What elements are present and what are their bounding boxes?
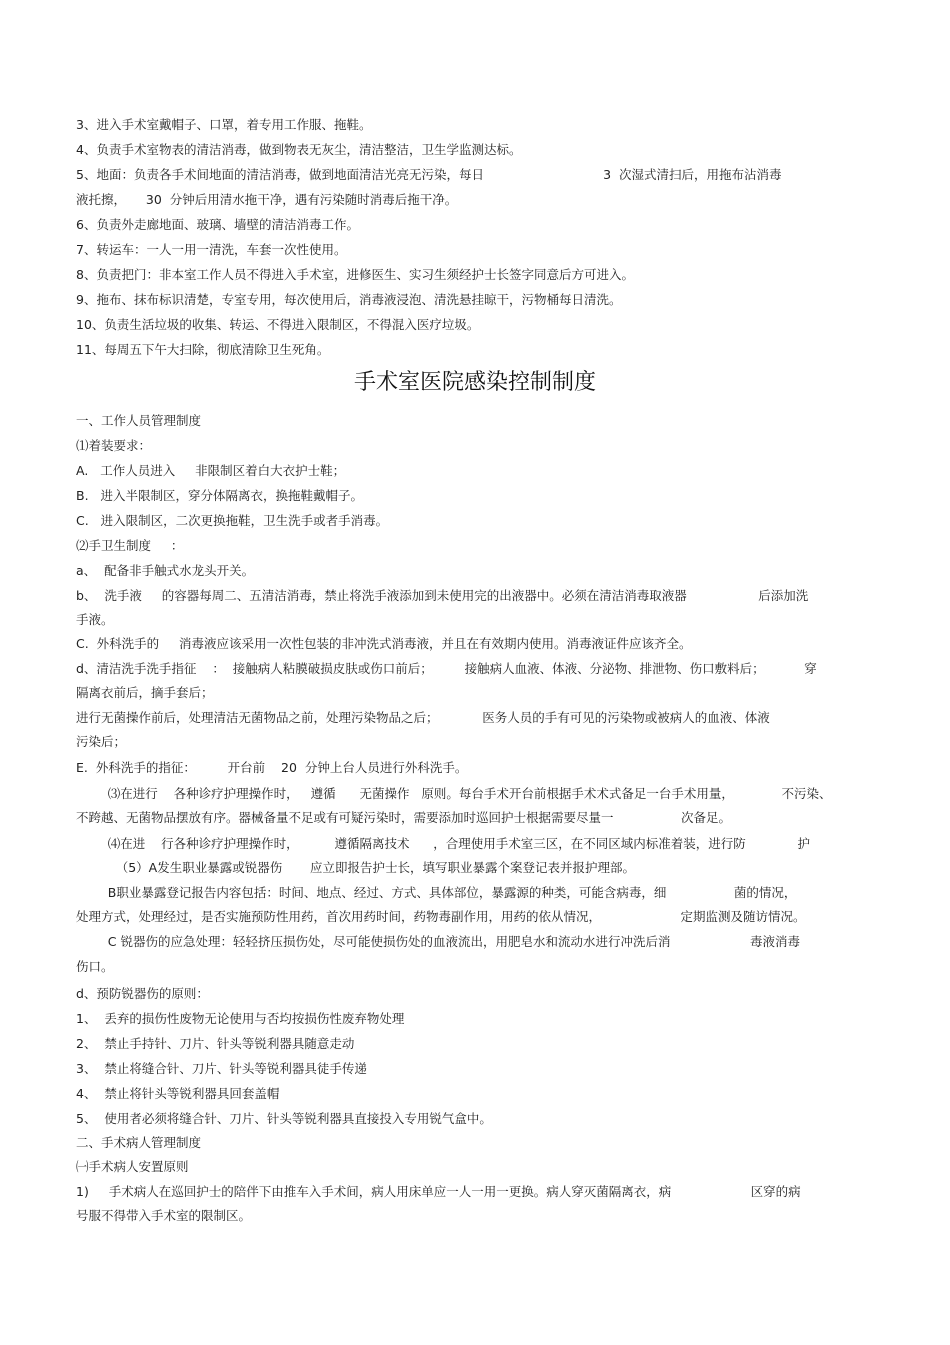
list-item: 2、 禁止手持针、刀片、针头等锐利器具随意走动 [76, 1036, 355, 1051]
body-line: B. 进入半限制区，穿分体隔离衣，换拖鞋戴帽子。 [76, 488, 363, 503]
body-line: C. 外科洗手的 消毒液应该采用一次性包装的非冲洗式消毒液，并且在有效期内使用。消毒液证件应该齐全。 [76, 636, 692, 651]
list-item: 1、 丢弃的损伤性废物无论使用与否均按损伤性废弃物处理 [76, 1011, 405, 1026]
body-line: 1) 手术病人在巡回护士的陪伴下由推车入手术间，病人用床单应一人一用一更换。病人穿灭菌隔离衣，病 区穿的病 [76, 1184, 801, 1199]
body-line: 不跨越、无菌物品摆放有序。器械备量不足或有可疑污染时，需要添加时巡回护士根据需要尽量一 次备足。 [76, 810, 732, 825]
body-line: A. 工作人员进入 非限制区着白大衣护士鞋； [76, 463, 346, 478]
body-line: b、 洗手液 的容器每周二、五清洁消毒，禁止将洗手液添加到未使用完的出液器中。必须在清洁消毒取液器 后添加洗 [76, 588, 809, 603]
intro-item: 8、负责把门：非本室工作人员不得进入手术室，进修医生、实习生须经护士长签字同意后方可进入。 [76, 267, 634, 282]
section-heading: 二、手术病人管理制度 [76, 1135, 202, 1150]
body-line: C 锐器伤的应急处理：轻轻挤压损伤处，尽可能使损伤处的血液流出，用肥皂水和流动水进行冲洗后消 毒液消毒 [76, 934, 800, 949]
document-title: 手术室医院感染控制制度 [353, 370, 596, 395]
body-line: ⑴着装要求： [76, 438, 152, 453]
body-line: 伤口。 [76, 959, 114, 974]
body-line: ⑷在进 行各种诊疗护理操作时， 遵循隔离技术 ，合理使用手术室三区，在不同区域内标准着装，进行防 护 [76, 836, 810, 851]
body-line: ⑶在进行 各种诊疗护理操作时， 遵循 无菌操作 原则。每台手术开台前根据手术术式备足一台手术用量， 不污染、 [76, 786, 832, 801]
body-line: 污染后； [76, 734, 127, 749]
intro-item: 6、负责外走廊地面、玻璃、墙壁的清洁消毒工作。 [76, 217, 359, 232]
body-line: 号服不得带入手术室的限制区。 [76, 1208, 252, 1223]
list-item: 3、 禁止将缝合针、刀片、针头等锐利器具徒手传递 [76, 1061, 367, 1076]
intro-item: 4、负责手术室物表的清洁消毒，做到物表无灰尘，清洁整洁，卫生学监测达标。 [76, 142, 522, 157]
body-line: ㈠手术病人安置原则 [76, 1159, 189, 1174]
body-line: 进行无菌操作前后，处理清洁无菌物品之前，处理污染物品之后； 医务人员的手有可见的污染物或被病人的血液、体液 [76, 710, 770, 725]
body-line: 手液。 [76, 612, 114, 627]
body-line: ⑵手卫生制度 ： [76, 538, 184, 553]
intro-item: 11、每周五下午大扫除，彻底清除卫生死角。 [76, 342, 330, 357]
body-line: B职业暴露登记报告内容包括：时间、地点、经过、方式、具体部位，暴露源的种类，可能含病毒，细 菌的情况， [76, 885, 797, 900]
body-line: d、清洁洗手洗手指征 ： 接触病人粘膜破损皮肤或伤口前后； 接触病人血液、体液、分泌物、排泄物、伤口敷料后； 穿 [76, 661, 817, 676]
intro-item: 液托擦， 30 分钟后用清水拖干净，遇有污染随时消毒后拖干净。 [76, 192, 458, 207]
section-heading: 一、工作人员管理制度 [76, 413, 202, 428]
intro-item: 10、负责生活垃圾的收集、转运、不得进入限制区，不得混入医疗垃圾。 [76, 317, 480, 332]
list-item: 4、 禁止将针头等锐利器具回套盖帽 [76, 1086, 280, 1101]
list-item: 5、 使用者必须将缝合针、刀片、针头等锐利器具直接投入专用锐气盒中。 [76, 1111, 492, 1126]
intro-item: 9、拖布、抹布标识清楚，专室专用，每次使用后，消毒液浸泡、清洗悬挂晾干，污物桶每日清洗。 [76, 292, 622, 307]
body-line: C. 进入限制区，二次更换拖鞋，卫生洗手或者手消毒。 [76, 513, 389, 528]
body-line: （5）A发生职业暴露或锐器伤 应立即报告护士长，填写职业暴露个案登记表并报护理部。 [76, 860, 636, 875]
body-line: E. 外科洗手的指征： 开台前 20 分钟上台人员进行外科洗手。 [76, 760, 468, 775]
intro-item: 7、转运车：一人一用一清洗，车套一次性使用。 [76, 242, 347, 257]
body-line: d、预防锐器伤的原则： [76, 986, 209, 1001]
intro-item: 3、进入手术室戴帽子、口罩，着专用工作服、拖鞋。 [76, 117, 372, 132]
intro-item: 5、地面：负责各手术间地面的清洁消毒，做到地面清洁光亮无污染，每日 3 次湿式清扫后，用拖布沾消毒 [76, 167, 782, 182]
body-line: a、 配备非手触式水龙头开关。 [76, 563, 255, 578]
body-line: 隔离衣前后，摘手套后； [76, 685, 214, 700]
body-line: 处理方式，处理经过，是否实施预防性用药，首次用药时间，药物毒副作用，用药的依从情况， 定期监测及随访情况。 [76, 909, 806, 924]
